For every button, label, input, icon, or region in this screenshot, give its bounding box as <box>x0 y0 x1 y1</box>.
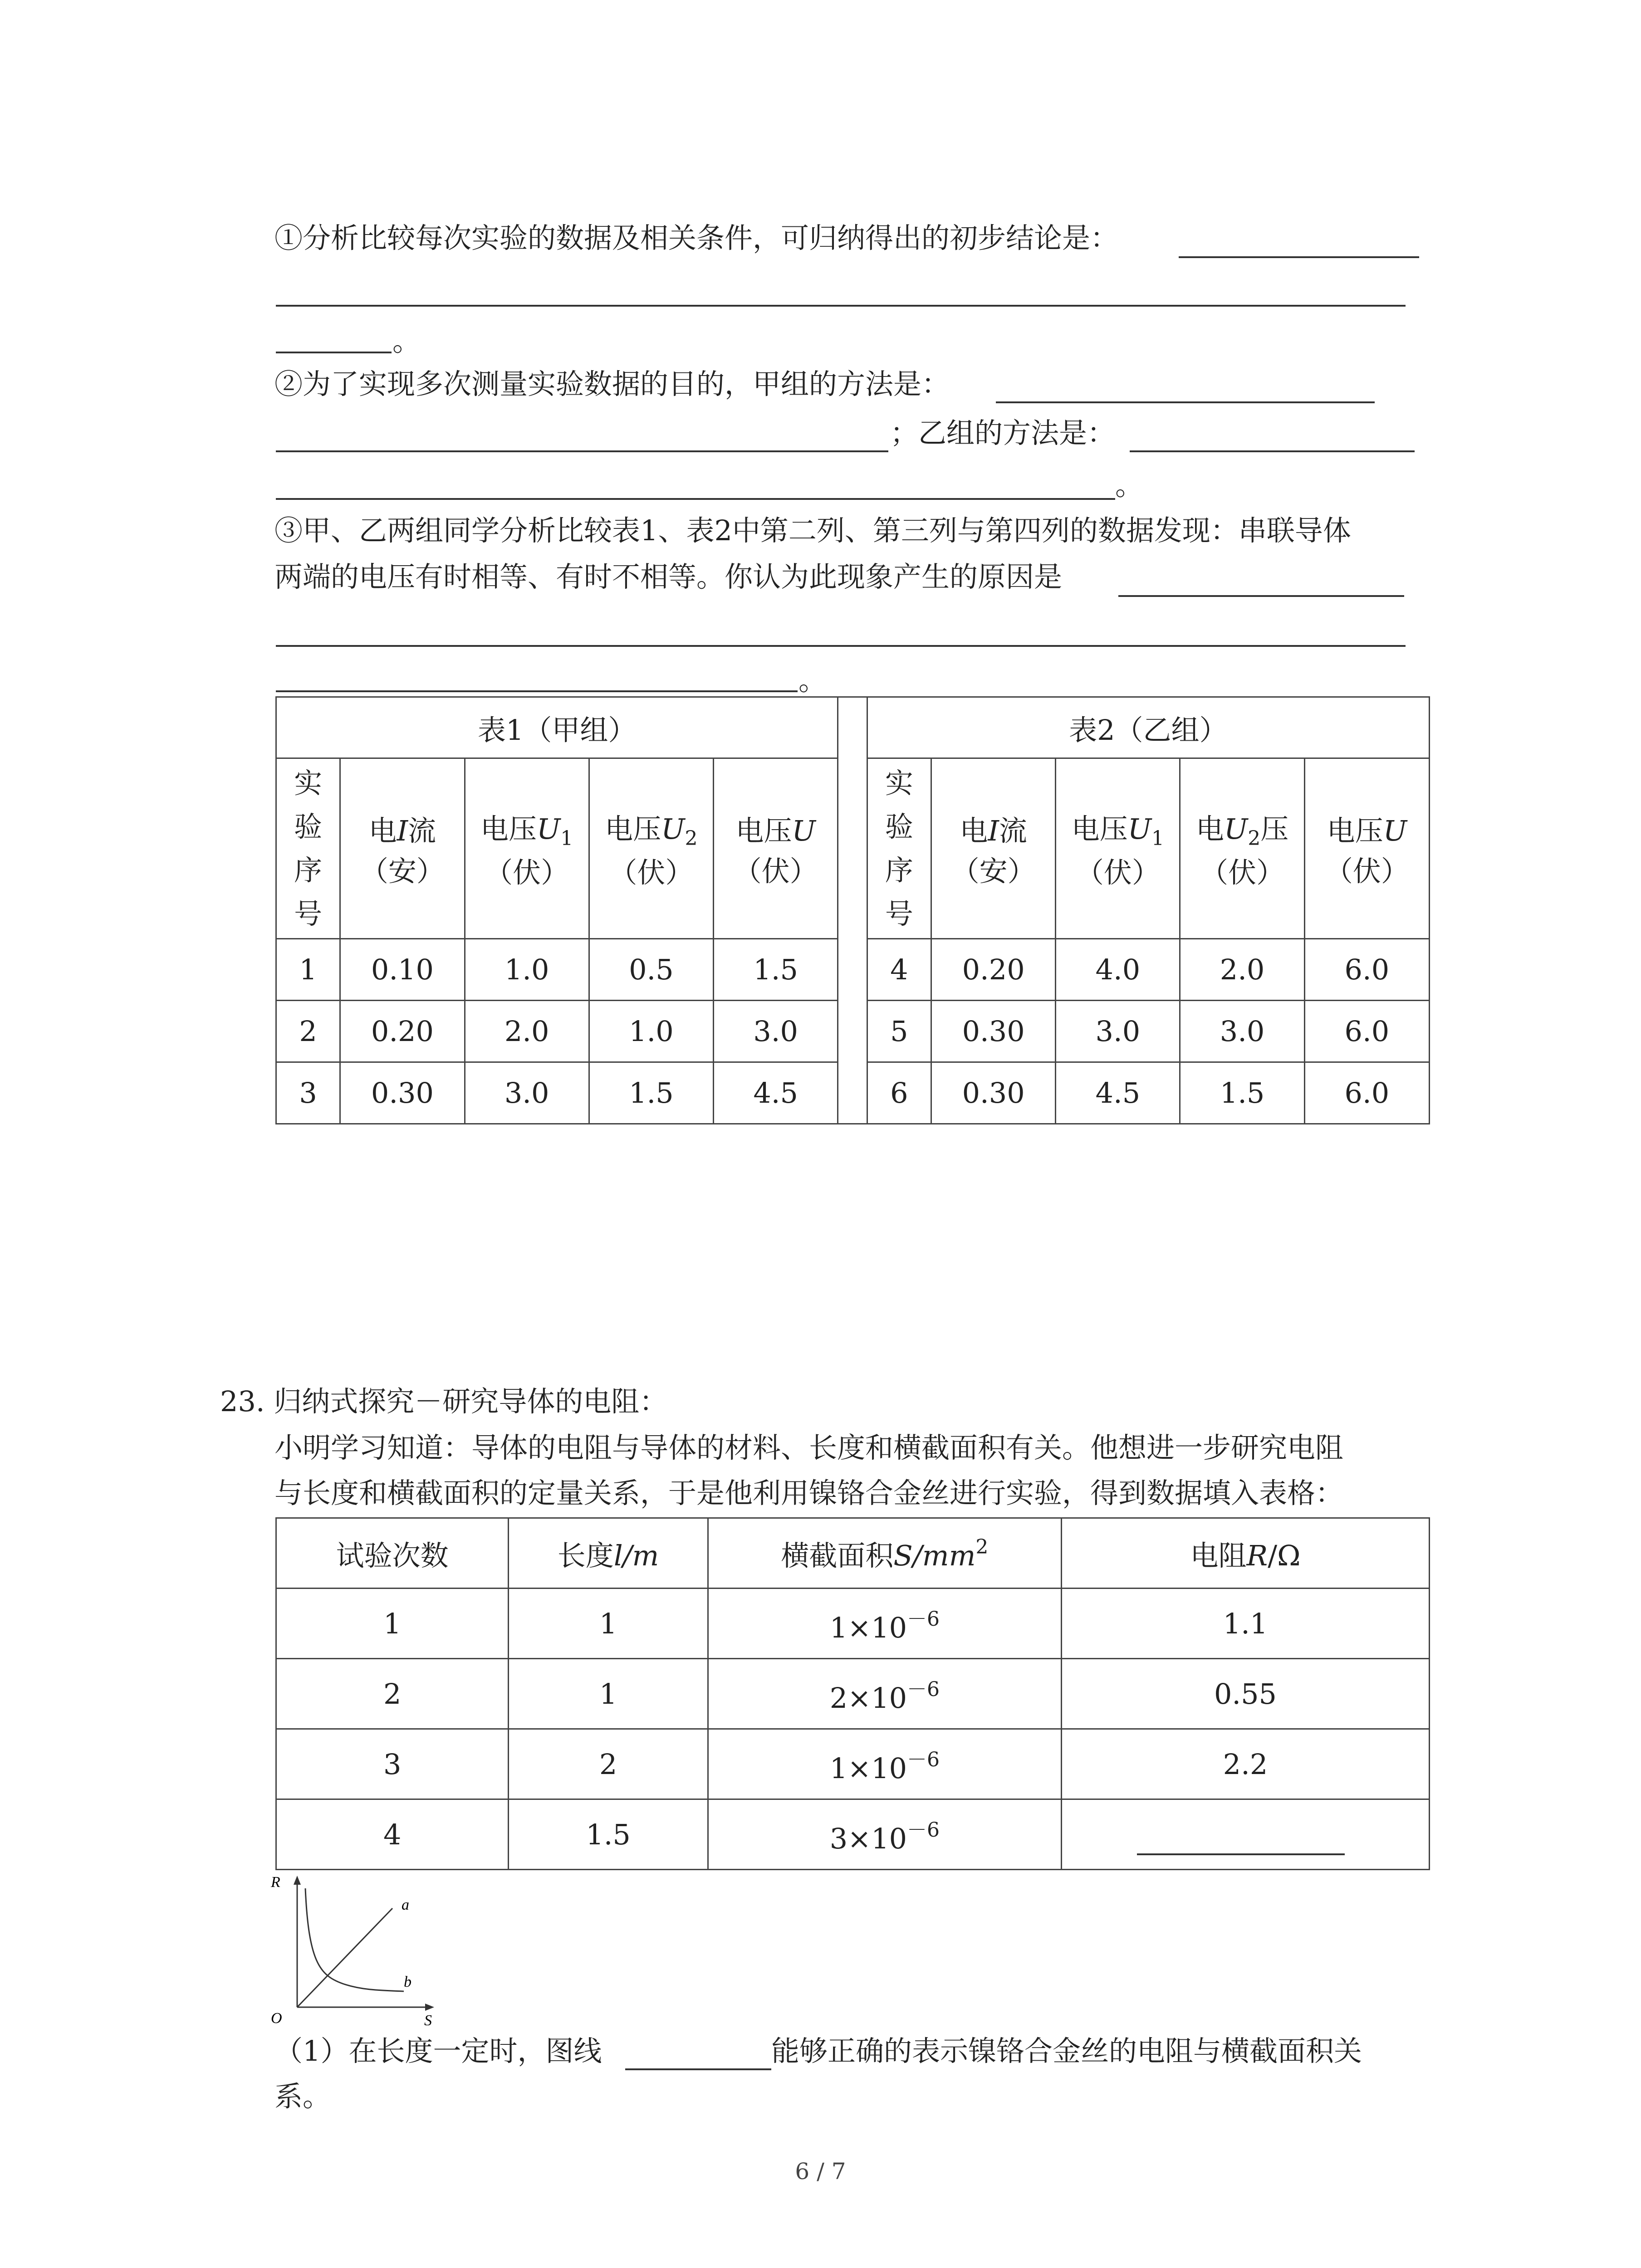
cell: 2 <box>276 1001 340 1062</box>
cell: $3\times 10^{-6}$ <box>708 1799 1061 1870</box>
cell: 2 <box>276 1659 509 1729</box>
cell: 3.0 <box>1056 1001 1180 1062</box>
header-voltage-u1-2: 电压$U_1$ （伏） <box>1056 758 1180 939</box>
header-trial-count: 试验次数 <box>276 1518 509 1589</box>
cell: 4.5 <box>1056 1062 1180 1124</box>
table-row <box>276 1659 1430 1729</box>
cell: 1 <box>509 1659 708 1729</box>
cell: 4 <box>867 939 931 1001</box>
cell: 6 <box>867 1062 931 1124</box>
header-resistance: 电阻R/Ω <box>1061 1518 1429 1589</box>
answer-blank-2d[interactable] <box>276 498 1115 500</box>
cell: 0.20 <box>340 1001 465 1062</box>
x-axis-label: S <box>424 2012 432 2025</box>
cell: 4.0 <box>1056 939 1180 1001</box>
x-axis-arrow <box>425 2004 434 2011</box>
cell: 1 <box>509 1589 708 1659</box>
header-current: 电I流 （安） <box>340 758 465 939</box>
origin-label: O <box>271 2010 282 2025</box>
page-number: 6 / 7 <box>795 2158 846 2185</box>
header-exp-no: 实 验 序 号 <box>276 758 340 939</box>
y-axis-arrow <box>294 1876 301 1885</box>
cell: 3.0 <box>1180 1001 1304 1062</box>
table-row <box>276 1589 1430 1659</box>
header-voltage-u2: 电压$U_2$ （伏） <box>589 758 713 939</box>
curve-b <box>305 1888 404 1991</box>
cell: 0.55 <box>1061 1659 1429 1729</box>
cell: 2.0 <box>1180 939 1304 1001</box>
table-row <box>276 1799 1430 1870</box>
resistance-answer-blank[interactable] <box>1137 1853 1345 1855</box>
item2-end: 。 <box>1115 469 1144 502</box>
answer-blank-3c[interactable] <box>276 690 798 692</box>
answer-cell[interactable] <box>1061 1799 1429 1870</box>
cell: 2.0 <box>465 1001 589 1062</box>
answer-blank-3b[interactable] <box>276 645 1406 647</box>
cell: 1.5 <box>509 1799 708 1870</box>
item1-text: ①分析比较每次实验的数据及相关条件，可归纳得出的初步结论是： <box>274 221 1119 254</box>
cell: 3.0 <box>714 1001 838 1062</box>
q23-sub1-b: 能够正确的表示镍铬合金丝的电阻与横截面积关 <box>771 2034 1362 2068</box>
line-a-label: a <box>402 1897 409 1913</box>
cell: 1.1 <box>1061 1589 1429 1659</box>
header-current-2: 电I流 （安） <box>931 758 1056 939</box>
answer-blank-2a[interactable] <box>996 401 1375 403</box>
cell: 0.30 <box>340 1062 465 1124</box>
cell: 6.0 <box>1304 939 1429 1001</box>
cell: 2.2 <box>1061 1729 1429 1799</box>
header-exp-no-2: 实 验 序 号 <box>867 758 931 939</box>
cell: $1\times 10^{-6}$ <box>708 1729 1061 1799</box>
q23-para-1: 小明学习知道：导体的电阻与导体的材料、长度和横截面积有关。他想进一步研究电阻 <box>274 1431 1344 1464</box>
cell: 4.5 <box>714 1062 838 1124</box>
resistance-graph <box>270 1871 460 2025</box>
answer-blank-3a[interactable] <box>1118 595 1404 597</box>
table-row <box>276 1729 1430 1799</box>
curve-b-label: b <box>404 1974 411 1990</box>
cell: 0.30 <box>931 1062 1056 1124</box>
cell: 3.0 <box>465 1062 589 1124</box>
cell: 3 <box>276 1729 509 1799</box>
cell: 1.5 <box>714 939 838 1001</box>
header-length: 长度l/m <box>509 1518 708 1589</box>
cell: 1.0 <box>465 939 589 1001</box>
cell: 6.0 <box>1304 1001 1429 1062</box>
item3-end: 。 <box>798 664 827 697</box>
cell: 5 <box>867 1001 931 1062</box>
answer-blank-1b[interactable] <box>276 305 1406 307</box>
answer-blank-1a[interactable] <box>1179 256 1419 258</box>
cell: 1.5 <box>1180 1062 1304 1124</box>
answer-blank-1c[interactable] <box>276 352 392 353</box>
answer-blank-2b[interactable] <box>276 450 888 452</box>
cell: $1\times 10^{-6}$ <box>708 1589 1061 1659</box>
cell: 0.30 <box>931 1001 1056 1062</box>
table2-title: 表2（乙组） <box>867 697 1429 758</box>
item2-mid: ；乙组的方法是： <box>890 416 1116 450</box>
cell: $2\times 10^{-6}$ <box>708 1659 1061 1729</box>
q23-sub1-c: 系。 <box>274 2080 331 2113</box>
cell: 1.0 <box>589 1001 713 1062</box>
q23-para-2: 与长度和横截面积的定量关系，于是他利用镍铬合金丝进行实验，得到数据填入表格： <box>274 1476 1344 1510</box>
resistance-table <box>275 1517 1430 1870</box>
cell: 3 <box>276 1062 340 1124</box>
header-voltage-u2-2: 电$U_2$压 （伏） <box>1180 758 1304 939</box>
item2-text: ②为了实现多次测量实验数据的目的，甲组的方法是： <box>274 367 950 401</box>
data-table-groups <box>275 696 1430 1124</box>
cell: 6.0 <box>1304 1062 1429 1124</box>
line-a <box>297 1908 392 2007</box>
q23-sub1-a: （1）在长度一定时，图线 <box>274 2034 602 2068</box>
header-voltage-u-2: 电压U （伏） <box>1304 758 1429 939</box>
cell: 0.10 <box>340 939 465 1001</box>
answer-blank-graph[interactable] <box>625 2068 771 2070</box>
y-axis-label: R <box>271 1874 280 1891</box>
cell: 0.20 <box>931 939 1056 1001</box>
item3-text-a: ③甲、乙两组同学分析比较表1、表2中第二列、第三列与第四列的数据发现：串联导体 <box>274 514 1351 547</box>
cell: 2 <box>509 1729 708 1799</box>
cell: 4 <box>276 1799 509 1870</box>
item1-end: 。 <box>392 324 421 357</box>
q23-title: 23. 归纳式探究－研究导体的电阻： <box>220 1385 668 1418</box>
cell: 1.5 <box>589 1062 713 1124</box>
cell: 1 <box>276 939 340 1001</box>
header-voltage-u: 电压U （伏） <box>714 758 838 939</box>
cell: 0.5 <box>589 939 713 1001</box>
answer-blank-2c[interactable] <box>1130 450 1415 452</box>
item3-text-b: 两端的电压有时相等、有时不相等。你认为此现象产生的原因是 <box>274 560 1063 593</box>
header-voltage-u1: 电压$U_1$ （伏） <box>465 758 589 939</box>
table-gap <box>838 697 867 1124</box>
header-area: 横截面积$S/mm^2$ <box>708 1518 1061 1589</box>
cell: 1 <box>276 1589 509 1659</box>
table1-title: 表1（甲组） <box>276 697 838 758</box>
